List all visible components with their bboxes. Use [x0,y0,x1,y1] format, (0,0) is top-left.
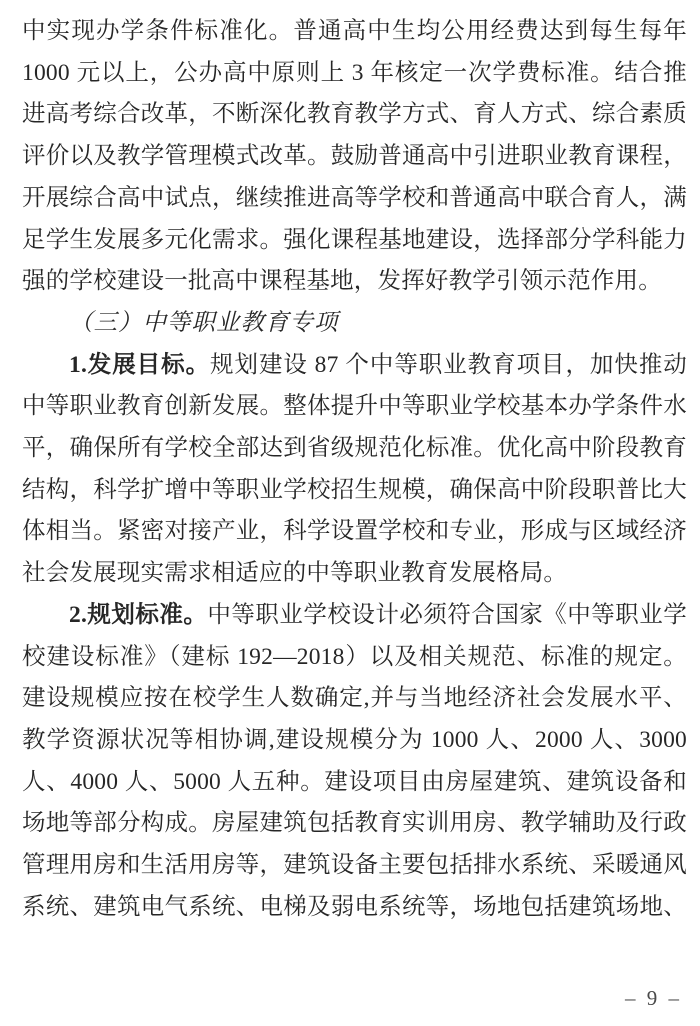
text-line: （三）中等职业教育专项 [69,309,339,336]
page-number: – 9 – [625,986,682,1010]
paragraph-label: 1.发展目标。 [69,351,211,378]
text-line: 中实现办学条件标准化。普通高中生均公用经费达到每生每年 [22,18,687,44]
text-line: 建设规模应按在校学生人数确定,并与当地经济社会发展水平、 [22,685,687,712]
text-line: 教学资源状况等相协调,建设规模分为 1000 人、2000 人、3000 [22,726,687,753]
section-heading [22,303,687,345]
text-line: 体相当。紧密对接产业，科学设置学校和专业，形成与区域经济 [22,518,687,545]
text-line: 结构，科学扩增中等职业学校招生规模，确保高中阶段职普比大 [22,476,687,503]
text-line: 2.规划标准。中等职业学校设计必须符合国家《中等职业学 [69,601,687,628]
text-line: 进高考综合改革，不断深化教育教学方式、育人方式、综合素质 [22,101,687,128]
paragraph [22,595,687,929]
text-line: 平，确保所有学校全部达到省级规范化标准。优化高中阶段教育 [22,435,687,462]
text-line: 系统、建筑电气系统、电梯及弱电系统等，场地包括建筑场地、 [22,893,687,920]
paragraph [22,345,687,595]
text-line: 人、4000 人、5000 人五种。建设项目由房屋建筑、建筑设备和 [22,768,687,795]
text-line: 开展综合高中试点，继续推进高等学校和普通高中联合育人，满 [22,184,687,211]
document-body [22,11,687,928]
text-line: 场地等部分构成。房屋建筑包括教育实训用房、教学辅助及行政 [22,810,687,837]
text-line: 强的学校建设一批高中课程基地，发挥好教学引领示范作用。 [22,268,662,295]
paragraph [22,11,687,303]
text-line: 足学生发展多元化需求。强化课程基地建设，选择部分学科能力 [22,226,687,253]
text-line: 校建设标准》（建标 192—2018）以及相关规范、标准的规定。 [22,643,687,670]
text-line: 1.发展目标。规划建设 87 个中等职业教育项目，加快推动 [69,351,687,378]
text-line: 中等职业教育创新发展。整体提升中等职业学校基本办学条件水 [22,393,687,420]
paragraph-label: 2.规划标准。 [69,601,208,628]
text-line: 1000 元以上，公办高中原则上 3 年核定一次学费标准。结合推 [22,59,687,86]
text-line: 评价以及教学管理模式改革。鼓励普通高中引进职业教育课程， [22,143,687,170]
text-line: 管理用房和生活用房等，建筑设备主要包括排水系统、采暖通风 [22,852,687,879]
text-line: 社会发展现实需求相适应的中等职业教育发展格局。 [22,560,568,587]
